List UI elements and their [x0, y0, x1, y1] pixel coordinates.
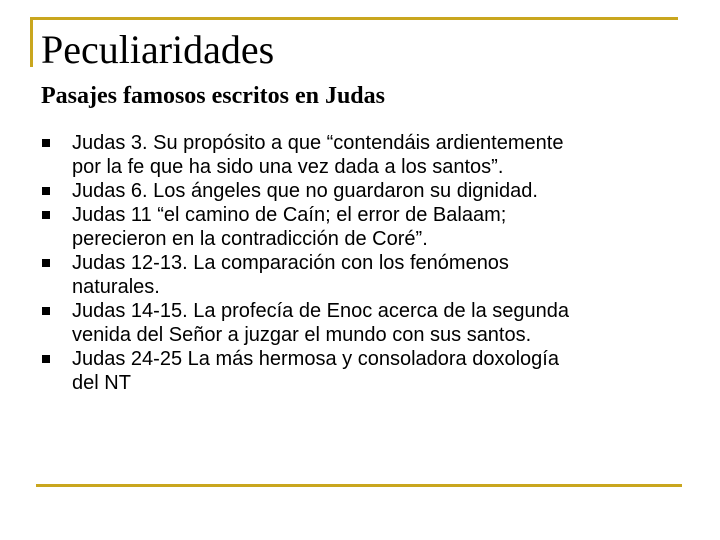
title-frame-top-rule: [30, 17, 678, 20]
square-bullet-icon: [42, 355, 50, 363]
slide-title: Peculiaridades: [41, 27, 275, 72]
bullet-item-judas-12-13: [0, 251, 720, 299]
bullet-item-judas-24-25: [0, 347, 720, 395]
title-frame-left-rule: [30, 17, 33, 67]
square-bullet-icon: [42, 259, 50, 267]
bullet-item-judas-14-15: [0, 299, 720, 347]
bullet-line: Judas 12-13. La comparación con los fenómenos: [72, 252, 509, 274]
square-bullet-icon: [42, 307, 50, 315]
bullet-item-judas-6: [0, 179, 720, 203]
bullet-line: naturales.: [72, 276, 160, 298]
bullet-line: Judas 6. Los ángeles que no guardaron su dignidad.: [72, 180, 538, 202]
bullet-line: Judas 14-15. La profecía de Enoc acerca de la segunda: [72, 300, 570, 322]
bullet-line: Judas 11 “el camino de Caín; el error de Balaam;: [72, 204, 507, 226]
slide-subtitle: Pasajes famosos escritos en Judas: [41, 83, 385, 109]
square-bullet-icon: [42, 211, 50, 219]
bullet-line: del NT: [72, 372, 131, 394]
square-bullet-icon: [42, 187, 50, 195]
bullet-line: venida del Señor a juzgar el mundo con sus santos.: [72, 324, 532, 346]
bullet-list: [0, 131, 720, 395]
square-bullet-icon: [42, 139, 50, 147]
bullet-item-judas-11: [0, 203, 720, 251]
footer-rule: [36, 484, 682, 487]
bullet-line: Judas 3. Su propósito a que “contendáis ardientemente: [72, 132, 564, 154]
bullet-line: Judas 24-25 La más hermosa y consoladora doxología: [72, 348, 559, 370]
bullet-item-judas-3: [0, 131, 720, 179]
bullet-line: por la fe que ha sido una vez dada a los santos”.: [72, 156, 504, 178]
bullet-line: perecieron en la contradicción de Coré”.: [72, 228, 428, 250]
